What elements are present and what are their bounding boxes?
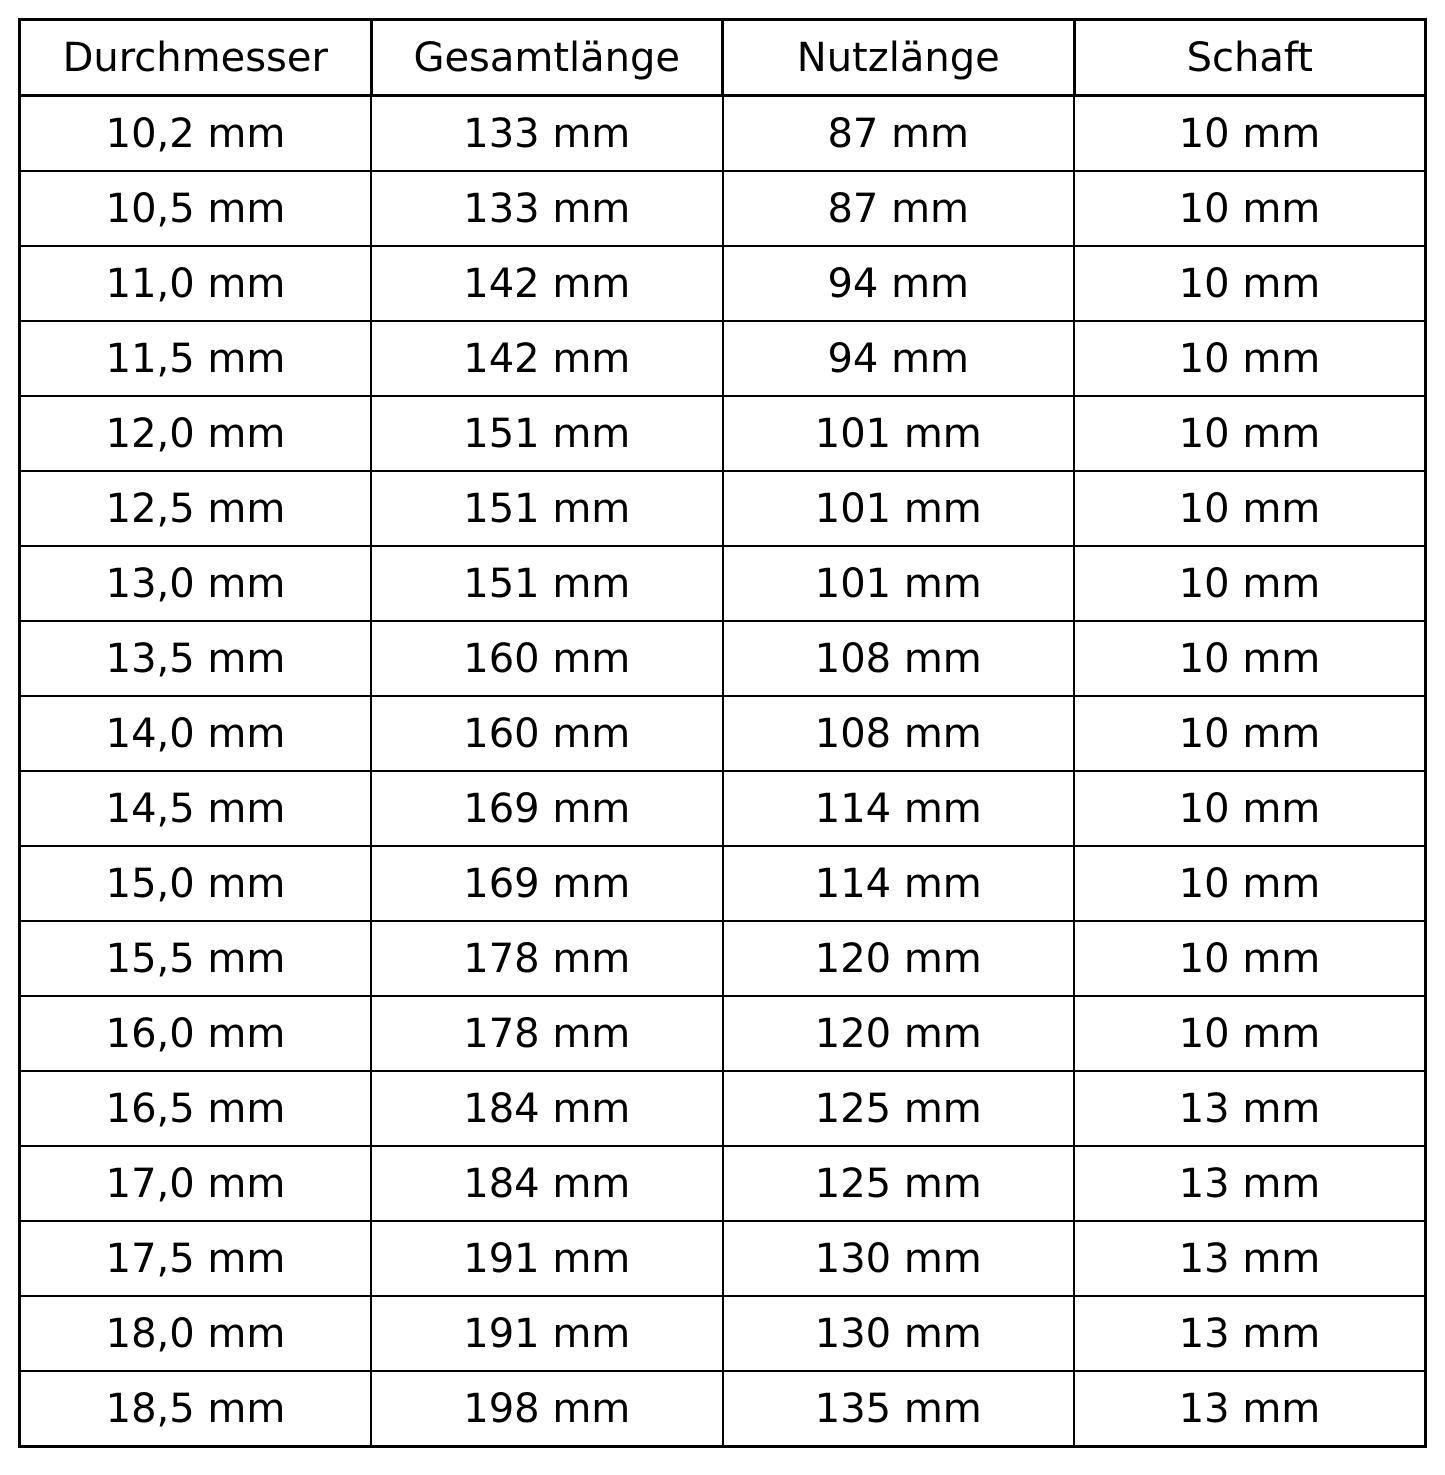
table-cell: 15,0 mm xyxy=(20,846,372,921)
table-cell: 10 mm xyxy=(1074,321,1426,396)
table-cell: 10 mm xyxy=(1074,96,1426,172)
table-cell: 125 mm xyxy=(723,1146,1075,1221)
table-cell: 151 mm xyxy=(371,471,723,546)
table-cell: 13 mm xyxy=(1074,1221,1426,1296)
table-row xyxy=(20,996,1426,1071)
table-cell: 10 mm xyxy=(1074,996,1426,1071)
table-cell: 12,5 mm xyxy=(20,471,372,546)
header-row xyxy=(20,20,1426,96)
table-cell: 10 mm xyxy=(1074,771,1426,846)
table-cell: 17,5 mm xyxy=(20,1221,372,1296)
table-cell: 191 mm xyxy=(371,1221,723,1296)
table-cell: 10 mm xyxy=(1074,246,1426,321)
table-cell: 10 mm xyxy=(1074,396,1426,471)
table-cell: 18,5 mm xyxy=(20,1371,372,1447)
table-cell: 10 mm xyxy=(1074,696,1426,771)
table-cell: 184 mm xyxy=(371,1146,723,1221)
table-cell: 87 mm xyxy=(723,96,1075,172)
table-cell: 101 mm xyxy=(723,546,1075,621)
table-cell: 108 mm xyxy=(723,621,1075,696)
table-cell: 10 mm xyxy=(1074,846,1426,921)
table-row xyxy=(20,1146,1426,1221)
table-cell: 12,0 mm xyxy=(20,396,372,471)
table-cell: 10 mm xyxy=(1074,471,1426,546)
table-cell: 13 mm xyxy=(1074,1071,1426,1146)
table-cell: 18,0 mm xyxy=(20,1296,372,1371)
column-header-gesamtlaenge: Gesamtlänge xyxy=(371,20,723,96)
table-cell: 10,5 mm xyxy=(20,171,372,246)
table-cell: 13 mm xyxy=(1074,1296,1426,1371)
column-header-schaft: Schaft xyxy=(1074,20,1426,96)
table-cell: 13,5 mm xyxy=(20,621,372,696)
table-cell: 184 mm xyxy=(371,1071,723,1146)
table-cell: 14,0 mm xyxy=(20,696,372,771)
table-cell: 13 mm xyxy=(1074,1146,1426,1221)
table-cell: 101 mm xyxy=(723,471,1075,546)
table-cell: 13 mm xyxy=(1074,1371,1426,1447)
table-cell: 130 mm xyxy=(723,1221,1075,1296)
table-cell: 16,0 mm xyxy=(20,996,372,1071)
table-cell: 125 mm xyxy=(723,1071,1075,1146)
table-cell: 120 mm xyxy=(723,996,1075,1071)
table-cell: 142 mm xyxy=(371,321,723,396)
table-cell: 11,0 mm xyxy=(20,246,372,321)
table-row xyxy=(20,621,1426,696)
table-cell: 17,0 mm xyxy=(20,1146,372,1221)
table-cell: 151 mm xyxy=(371,546,723,621)
drill-spec-table xyxy=(18,18,1427,1448)
table-row xyxy=(20,1221,1426,1296)
table-cell: 87 mm xyxy=(723,171,1075,246)
table-row xyxy=(20,771,1426,846)
table-cell: 94 mm xyxy=(723,246,1075,321)
table-cell: 169 mm xyxy=(371,846,723,921)
table-cell: 142 mm xyxy=(371,246,723,321)
table-cell: 10 mm xyxy=(1074,171,1426,246)
table-cell: 10 mm xyxy=(1074,621,1426,696)
table-row xyxy=(20,546,1426,621)
table-cell: 11,5 mm xyxy=(20,321,372,396)
table-row xyxy=(20,1071,1426,1146)
table-cell: 198 mm xyxy=(371,1371,723,1447)
table-cell: 178 mm xyxy=(371,996,723,1071)
table-body xyxy=(20,96,1426,1447)
table-row xyxy=(20,846,1426,921)
table-cell: 101 mm xyxy=(723,396,1075,471)
table-row xyxy=(20,1371,1426,1447)
table-cell: 191 mm xyxy=(371,1296,723,1371)
table-row xyxy=(20,471,1426,546)
table-cell: 133 mm xyxy=(371,96,723,172)
table-cell: 133 mm xyxy=(371,171,723,246)
table-cell: 10,2 mm xyxy=(20,96,372,172)
table-cell: 114 mm xyxy=(723,771,1075,846)
table-row xyxy=(20,96,1426,172)
table-cell: 14,5 mm xyxy=(20,771,372,846)
table-cell: 10 mm xyxy=(1074,546,1426,621)
table-row xyxy=(20,321,1426,396)
table-cell: 135 mm xyxy=(723,1371,1075,1447)
table-cell: 130 mm xyxy=(723,1296,1075,1371)
table-cell: 114 mm xyxy=(723,846,1075,921)
table-row xyxy=(20,696,1426,771)
table-cell: 160 mm xyxy=(371,621,723,696)
table-cell: 160 mm xyxy=(371,696,723,771)
table-cell: 120 mm xyxy=(723,921,1075,996)
table-cell: 15,5 mm xyxy=(20,921,372,996)
table-row xyxy=(20,396,1426,471)
table-cell: 151 mm xyxy=(371,396,723,471)
table-cell: 10 mm xyxy=(1074,921,1426,996)
table-cell: 13,0 mm xyxy=(20,546,372,621)
table-cell: 178 mm xyxy=(371,921,723,996)
table-cell: 94 mm xyxy=(723,321,1075,396)
table-row xyxy=(20,1296,1426,1371)
table-cell: 16,5 mm xyxy=(20,1071,372,1146)
table-row xyxy=(20,246,1426,321)
column-header-nutzlaenge: Nutzlänge xyxy=(723,20,1075,96)
table-row xyxy=(20,921,1426,996)
table-row xyxy=(20,171,1426,246)
table-cell: 169 mm xyxy=(371,771,723,846)
column-header-durchmesser: Durchmesser xyxy=(20,20,372,96)
table-cell: 108 mm xyxy=(723,696,1075,771)
